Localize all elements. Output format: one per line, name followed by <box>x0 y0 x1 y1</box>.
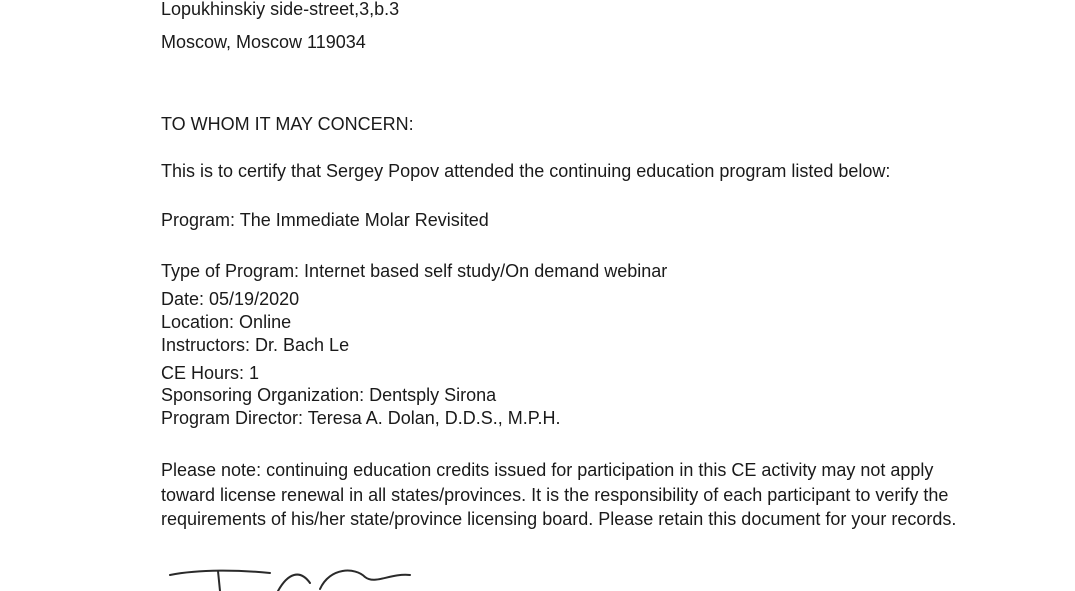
address-city: Moscow, Moscow 119034 <box>161 32 366 52</box>
ce-hours: CE Hours: 1 <box>161 363 260 383</box>
program-director: Program Director: Teresa A. Dolan, D.D.S., M.P.H. <box>161 408 561 428</box>
signature-image <box>160 561 470 591</box>
program-location: Location: Online <box>161 312 292 332</box>
program-date: Date: 05/19/2020 <box>161 289 300 309</box>
sponsoring-organization: Sponsoring Organization: Dentsply Sirona <box>161 385 497 405</box>
salutation: TO WHOM IT MAY CONCERN: <box>161 114 414 134</box>
intro-paragraph: This is to certify that Sergey Popov attended the continuing education program listed below: <box>161 161 891 181</box>
program-type: Type of Program: Internet based self study/On demand webinar <box>161 261 668 281</box>
program-instructors: Instructors: Dr. Bach Le <box>161 335 350 355</box>
program-name: Program: The Immediate Molar Revisited <box>161 210 489 230</box>
note-paragraph: Please note: continuing education credits issued for participation in this CE activity may not apply toward license renewal in all states/provinces. It is the responsibility of each participant to verify the requirements of his/her state/province licensing board. Please retain this document for your records. <box>161 460 957 529</box>
address-street: Lopukhinskiy side-street,3,b.3 <box>161 0 400 19</box>
